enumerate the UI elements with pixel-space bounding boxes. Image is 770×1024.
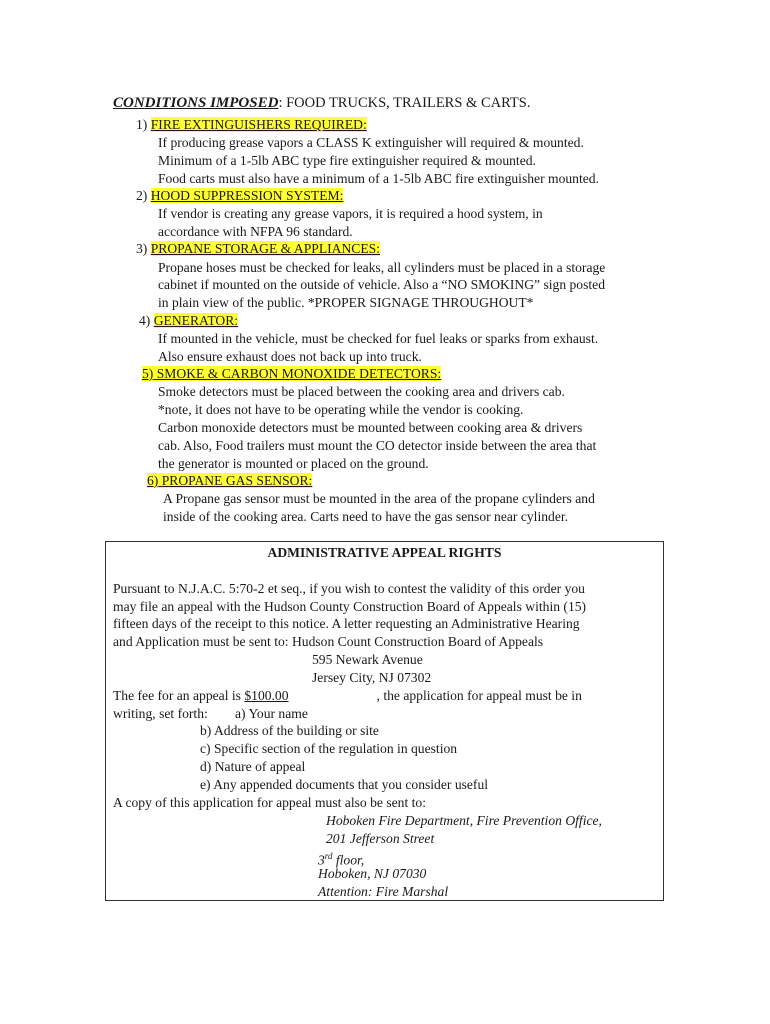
appeal-fee-amount: $100.00 (244, 688, 289, 703)
condition-line: Smoke detectors must be placed between the cooking area and drivers cab. (158, 384, 565, 399)
condition-line: Minimum of a 1-5lb ABC type fire extinguisher required & mounted. (158, 153, 536, 168)
condition-heading-3: 3) PROPANE STORAGE & APPLIANCES: (136, 241, 380, 256)
board-address-city: Jersey City, NJ 07302 (312, 670, 432, 685)
condition-line: accordance with NFPA 96 standard. (158, 224, 353, 239)
appeal-intro-line: may file an appeal with the Hudson County Construction Board of Appeals within (15) (113, 599, 587, 614)
condition-heading-5: 5) SMOKE & CARBON MONOXIDE DETECTORS: (142, 366, 442, 381)
condition-heading-1: 1) FIRE EXTINGUISHERS REQUIRED: (136, 117, 367, 132)
appeal-item: d) Nature of appeal (200, 759, 306, 774)
condition-line: Food carts must also have a minimum of a 1-5lb ABC fire extinguisher mounted. (158, 171, 599, 186)
appeal-item: a) Your name (235, 706, 308, 721)
condition-line: Carbon monoxide detectors must be mounted between cooking area & drivers (158, 420, 583, 435)
condition-line: A Propane gas sensor must be mounted in the area of the propane cylinders and (163, 491, 595, 506)
fire-dept-floor: 3rd floor, (318, 851, 365, 868)
page-title (113, 95, 530, 112)
appeal-fee-line: The fee for an appeal is $100.00 , the application for appeal must be in (113, 688, 582, 703)
condition-line: If mounted in the vehicle, must be checked for fuel leaks or sparks from exhaust. (158, 331, 599, 346)
copy-line: A copy of this application for appeal must also be sent to: (113, 795, 426, 810)
condition-line: Also ensure exhaust does not back up into truck. (158, 349, 422, 364)
appeal-intro-line: and Application must be sent to: Hudson Count Construction Board of Appeals (113, 634, 544, 649)
appeal-item: e) Any appended documents that you consider useful (200, 777, 489, 792)
conditions-subtitle: : FOOD TRUCKS, TRAILERS & CARTS. (278, 95, 531, 111)
fire-dept-name: Hoboken Fire Department, Fire Prevention Office, (326, 813, 602, 828)
condition-heading-4: 4) GENERATOR: (139, 313, 239, 328)
condition-line: Propane hoses must be checked for leaks, all cylinders must be placed in a storage (158, 260, 606, 275)
set-forth-label: writing, set forth: (113, 706, 208, 721)
condition-line: the generator is mounted or placed on the ground. (158, 456, 429, 471)
appeal-intro-line: fifteen days of the receipt to this notice. A letter requesting an Administrative Hearing (113, 616, 580, 631)
conditions-title: CONDITIONS IMPOSED (113, 95, 279, 111)
fire-dept-city: Hoboken, NJ 07030 (318, 866, 427, 881)
appeal-intro-line: Pursuant to N.J.A.C. 5:70-2 et seq., if you wish to contest the validity of this order you (113, 581, 585, 596)
condition-line: inside of the cooking area. Carts need to have the gas sensor near cylinder. (163, 509, 569, 524)
condition-line: If producing grease vapors a CLASS K extinguisher will required & mounted. (158, 135, 584, 150)
appeal-item: c) Specific section of the regulation in question (200, 741, 458, 756)
condition-line: cab. Also, Food trailers must mount the CO detector inside between the area that (158, 438, 597, 453)
condition-line: in plain view of the public. *PROPER SIGNAGE THROUGHOUT* (158, 295, 534, 310)
condition-line: *note, it does not have to be operating while the vendor is cooking. (158, 402, 524, 417)
condition-heading-2: 2) HOOD SUPPRESSION SYSTEM: (136, 188, 344, 203)
condition-heading-6: 6) PROPANE GAS SENSOR: (147, 473, 313, 488)
board-address-street: 595 Newark Avenue (312, 652, 423, 667)
condition-line: cabinet if mounted on the outside of vehicle. Also a “NO SMOKING” sign posted (158, 277, 606, 292)
appeal-item: b) Address of the building or site (200, 723, 379, 738)
fire-dept-attention: Attention: Fire Marshal (318, 884, 449, 899)
appeal-title: ADMINISTRATIVE APPEAL RIGHTS (267, 545, 502, 560)
fire-dept-street: 201 Jefferson Street (326, 831, 435, 846)
condition-line: If vendor is creating any grease vapors, it is required a hood system, in (158, 206, 543, 221)
